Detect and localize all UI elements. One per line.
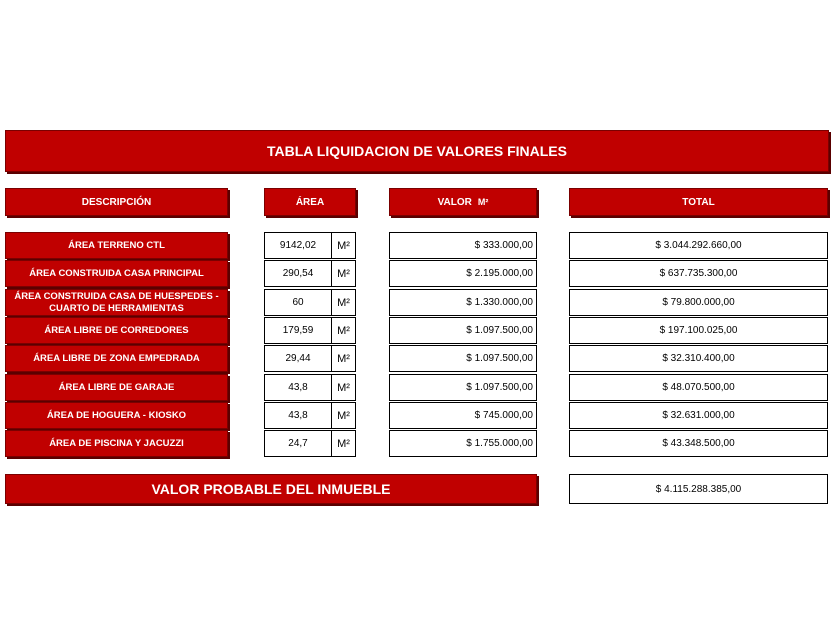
row-valor-m2: $ 1.097.500,00 xyxy=(389,317,537,344)
grand-total-label: VALOR PROBABLE DEL INMUEBLE xyxy=(5,474,537,504)
row-area: 290,54 xyxy=(264,260,332,287)
row-description: ÁREA LIBRE DE CORREDORES xyxy=(5,317,228,344)
row-area: 60 xyxy=(264,289,332,316)
row-area-unit: M² xyxy=(331,260,356,287)
row-area: 29,44 xyxy=(264,345,332,372)
row-description: ÁREA DE PISCINA Y JACUZZI xyxy=(5,430,228,457)
row-area-unit: M² xyxy=(331,289,356,316)
header-area: ÁREA xyxy=(264,188,356,216)
row-area-unit: M² xyxy=(331,430,356,457)
row-total: $ 637.735.300,00 xyxy=(569,260,828,287)
header-descripcion: DESCRIPCIÓN xyxy=(5,188,228,216)
row-description: ÁREA LIBRE DE ZONA EMPEDRADA xyxy=(5,345,228,372)
row-valor-m2: $ 333.000,00 xyxy=(389,232,537,259)
row-valor-m2: $ 745.000,00 xyxy=(389,402,537,429)
row-area: 9142,02 xyxy=(264,232,332,259)
row-total: $ 48.070.500,00 xyxy=(569,374,828,401)
row-description: ÁREA CONSTRUIDA CASA DE HUESPEDES - CUARTO DE HERRAMIENTAS xyxy=(5,289,228,316)
row-area-unit: M² xyxy=(331,345,356,372)
row-area: 24,7 xyxy=(264,430,332,457)
header-valor-unit: M² xyxy=(477,197,489,207)
row-total: $ 32.631.000,00 xyxy=(569,402,828,429)
row-total: $ 79.800.000,00 xyxy=(569,289,828,316)
row-valor-m2: $ 1.097.500,00 xyxy=(389,374,537,401)
row-description: ÁREA CONSTRUIDA CASA PRINCIPAL xyxy=(5,260,228,287)
row-area-unit: M² xyxy=(331,232,356,259)
row-valor-m2: $ 1.330.000,00 xyxy=(389,289,537,316)
row-total: $ 32.310.400,00 xyxy=(569,345,828,372)
header-valor xyxy=(389,188,537,216)
row-total: $ 3.044.292.660,00 xyxy=(569,232,828,259)
grand-total-value: $ 4.115.288.385,00 xyxy=(569,474,828,504)
row-description: ÁREA LIBRE DE GARAJE xyxy=(5,374,228,401)
row-valor-m2: $ 2.195.000,00 xyxy=(389,260,537,287)
row-area-unit: M² xyxy=(331,374,356,401)
table-title: TABLA LIQUIDACION DE VALORES FINALES xyxy=(5,130,829,172)
row-area: 43,8 xyxy=(264,374,332,401)
row-total: $ 43.348.500,00 xyxy=(569,430,828,457)
row-area: 179,59 xyxy=(264,317,332,344)
row-description: ÁREA TERRENO CTL xyxy=(5,232,228,259)
row-area: 43,8 xyxy=(264,402,332,429)
row-area-unit: M² xyxy=(331,402,356,429)
row-valor-m2: $ 1.097.500,00 xyxy=(389,345,537,372)
row-total: $ 197.100.025,00 xyxy=(569,317,828,344)
header-total: TOTAL xyxy=(569,188,828,216)
row-area-unit: M² xyxy=(331,317,356,344)
header-valor-label: VALOR xyxy=(437,196,472,208)
row-valor-m2: $ 1.755.000,00 xyxy=(389,430,537,457)
row-description: ÁREA DE HOGUERA - KIOSKO xyxy=(5,402,228,429)
